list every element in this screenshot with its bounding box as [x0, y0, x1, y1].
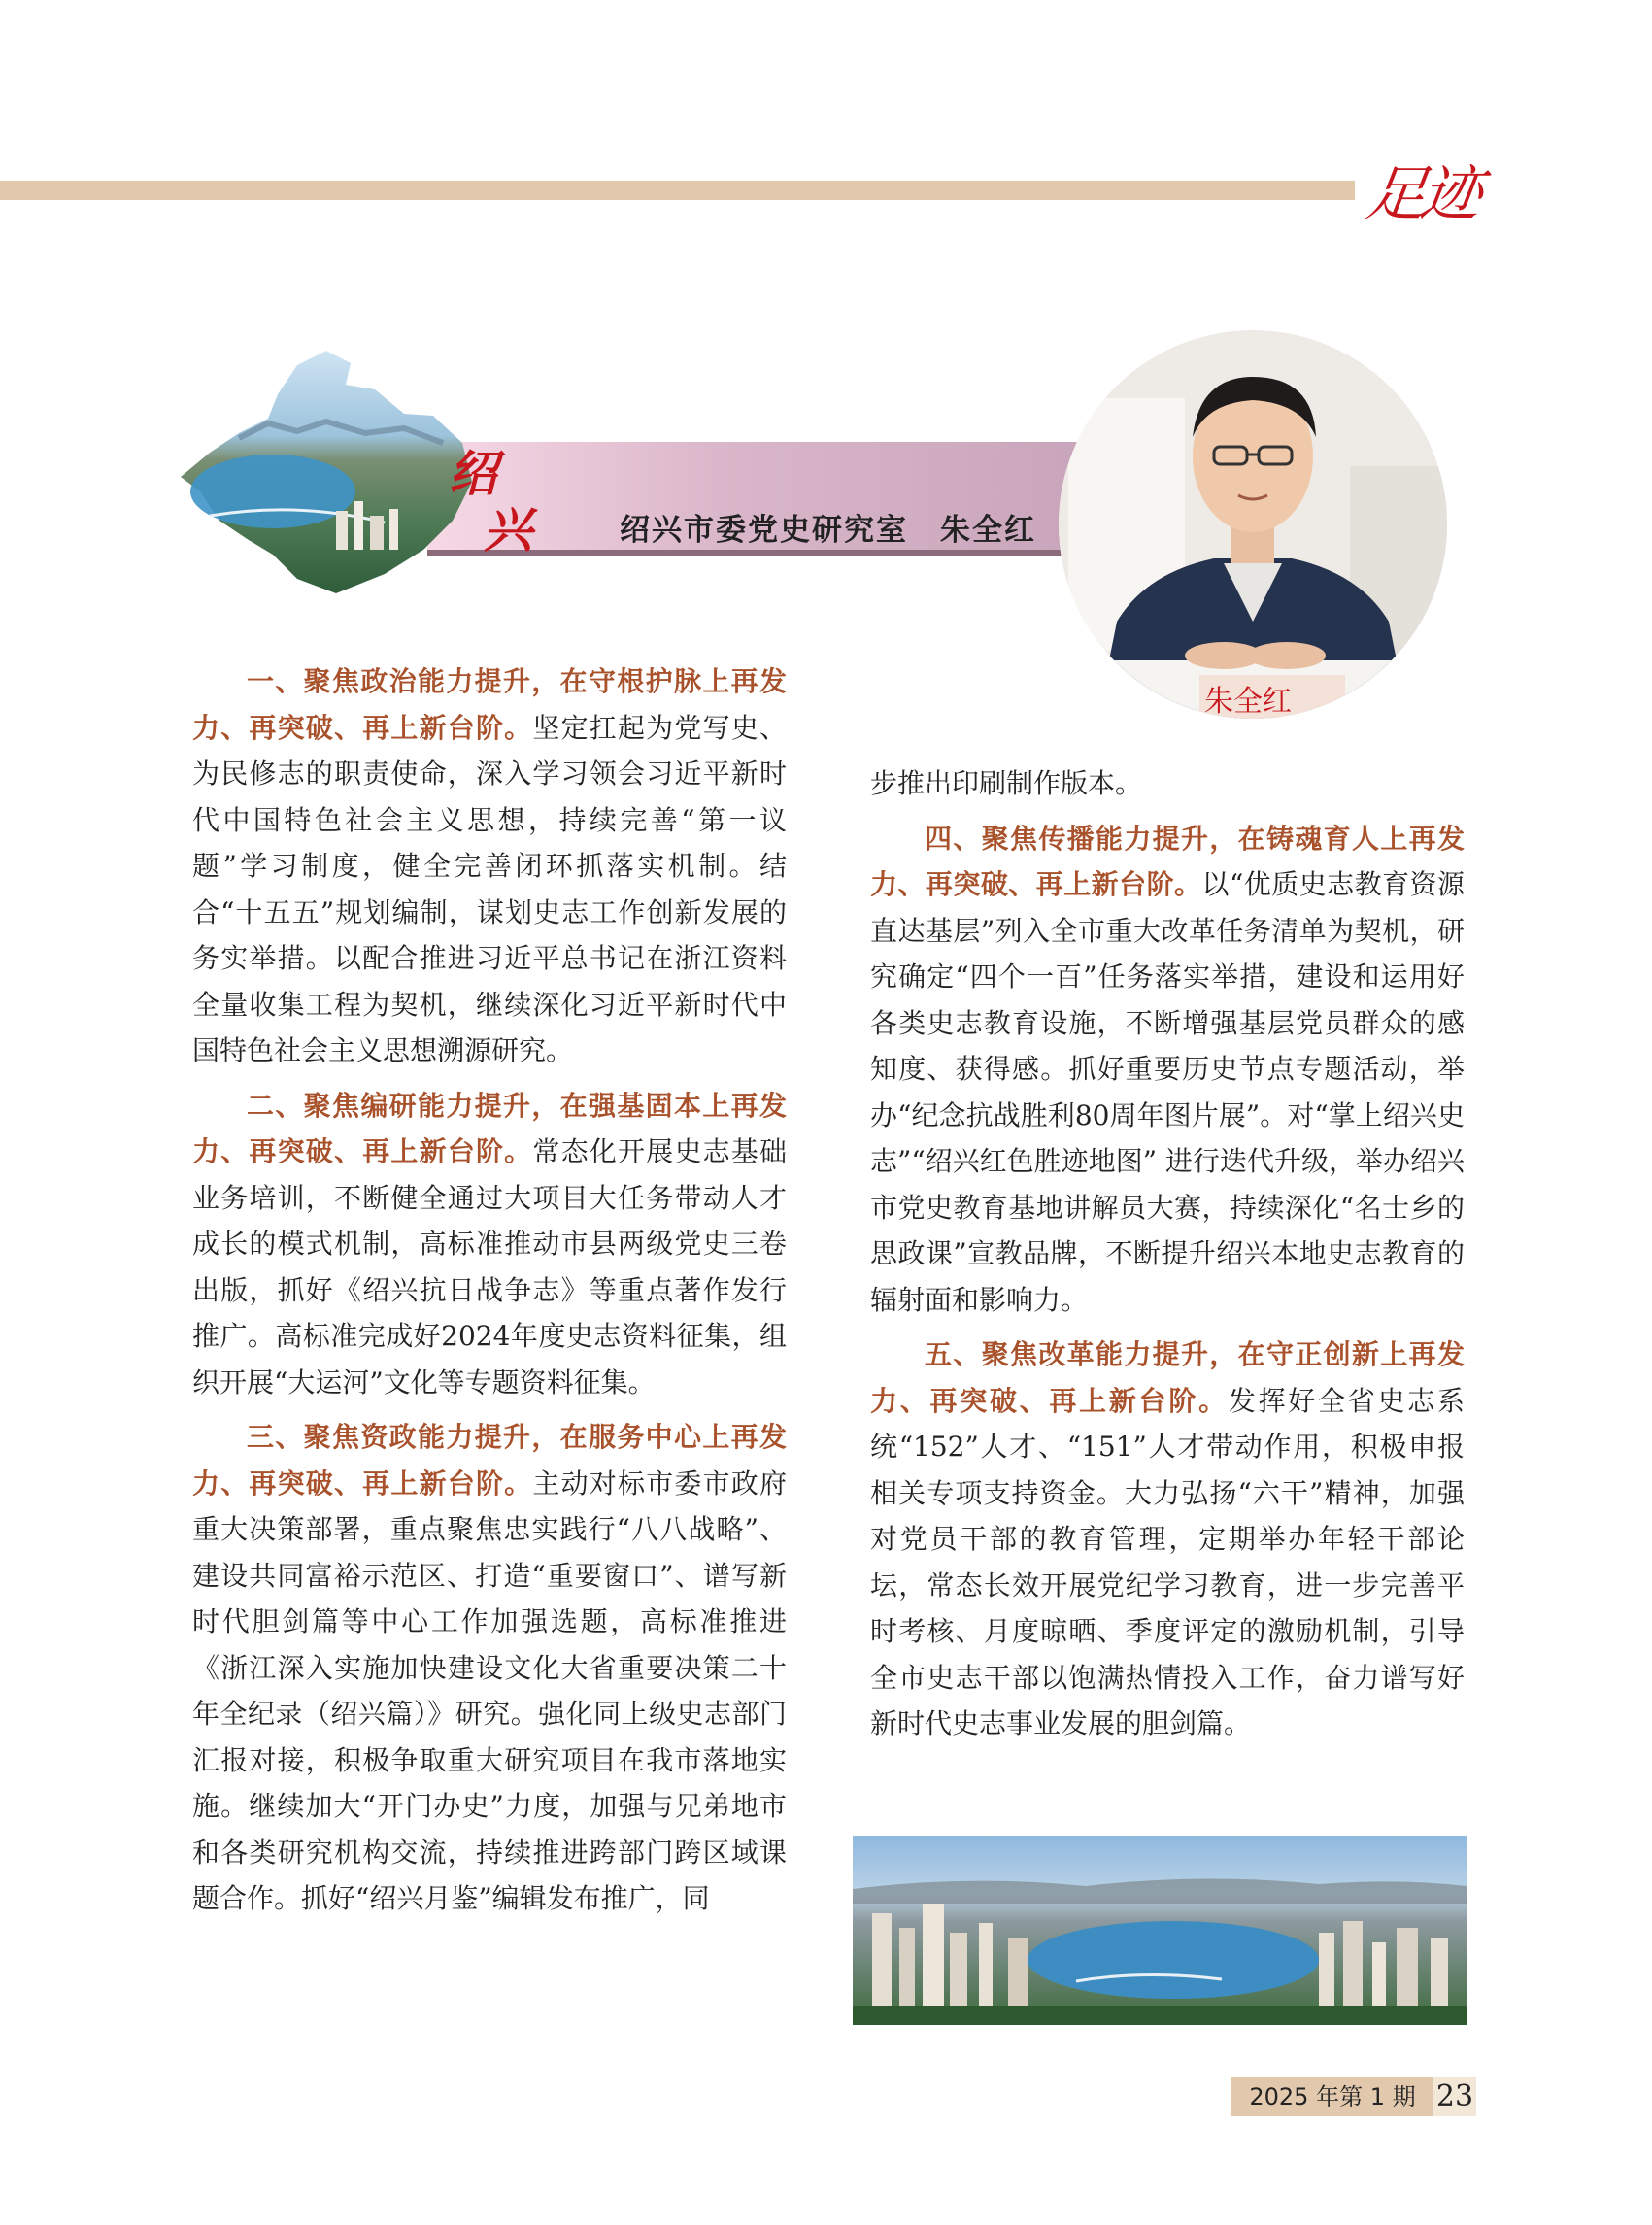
- author-portrait: [1059, 330, 1447, 719]
- city-lake-photo: [853, 1836, 1467, 2025]
- section-1-body: 坚定扛起为党写史、为民修志的职责使命，深入学习领会习近平新时代中国特色社会主义思想，持续完善“第一议题”学习制度，健全完善闭环抓落实机制。结合“十五五”规划编制，谋划史志工作创新发展的务实举措。以配合推进习近平总书记在浙江资料全量收集工程为契机，继续深化习近平新时代中国特色社会主义思想溯源研究。: [192, 711, 787, 1066]
- city-char-xing: 兴: [484, 501, 532, 558]
- portrait-illustration: [1059, 330, 1447, 719]
- section-1-paragraph: [192, 658, 787, 1074]
- section-3-paragraph: [192, 1414, 787, 1922]
- section-4-heading: 四、聚焦传播能力提升，在铸魂育人上再发力、再突破、再上新台阶。: [870, 822, 1465, 900]
- section-3-continued: 步推出印刷制作版本。: [870, 767, 1143, 799]
- article-right-column: [870, 760, 1465, 1747]
- section-3-body: 主动对标市委市政府重大决策部署，重点聚焦忠实践行“八八战略”、建设共同富裕示范区、打造“重要窗口”、谱写新时代胆剑篇等中心工作加强选题，高标准推进《浙江深入实施加快建设文化大省重要决策二十年全纪录（绍兴篇）》研究。强化同上级史志部门汇报对接，积极争取重大研究项目在我市落地实施。继续加大“开门办史”力度，加强与兄弟地市和各类研究机构交流，持续推进跨部门跨区域课题合作。抓好“绍兴月鉴”编辑发布推广，同: [192, 1466, 787, 1914]
- section-4-paragraph: [870, 816, 1465, 1324]
- section-5-heading: 五、聚焦改革能力提升，在守正创新上再发力、再突破、再上新台阶。: [870, 1338, 1465, 1417]
- section-2-paragraph: [192, 1083, 787, 1406]
- section-4-body: 以“优质史志教育资源直达基层”列入全市重大改革任务清单为契机，研究确定“四个一百”任务落实举措，建设和运用好各类史志教育设施，不断增强基层党员群众的感知度、获得感。抓好重要历史节点专题活动，举办“纪念抗战胜利80周年图片展”。对“掌上绍兴史志”“绍兴红色胜迹地图” 进行迭代升级，举办绍兴市党史教育基地讲解员大赛，持续深化“名士乡的思政课”宣教品牌，不断提升绍兴本地史志教育的辐射面和影响力。: [870, 868, 1465, 1316]
- section-5-body: 发挥好全省史志系统“152”人才、“151”人才带动作用，积极申报相关专项支持资金。大力弘扬“六干”精神，加强对党员干部的教育管理，定期举办年轻干部论坛，常态长效开展党纪学习教育，进一步完善平时考核、月度晾晒、季度评定的激励机制，引导全市史志干部以饱满热情投入工作，奋力谱写好新时代史志事业发展的胆剑篇。: [870, 1384, 1465, 1739]
- section-1-heading: 一、聚焦政治能力提升，在守根护脉上再发力、再突破、再上新台阶。: [192, 665, 787, 744]
- author-byline: 绍兴市委党史研究室 朱全红: [620, 513, 1036, 548]
- article-left-column: [192, 658, 787, 1922]
- section-2-body: 常态化开展史志基础业务培训，不断健全通过大项目大任务带动人才成长的模式机制，高标准推动市县两级党史三卷出版，抓好《绍兴抗日战争志》等重点著作发行推广。高标准完成好2024年度史志资料征集，组织开展“大运河”文化等专题资料征集。: [192, 1135, 787, 1399]
- city-char-shao: 绍: [449, 445, 497, 502]
- section-3-heading: 三、聚焦资政能力提升，在服务中心上再发力、再突破、再上新台阶。: [192, 1421, 787, 1500]
- nameplate-text: 朱全红: [1204, 685, 1292, 719]
- section-2-heading: 二、聚焦编研能力提升，在强基固本上再发力、再突破、再上新台阶。: [192, 1089, 787, 1167]
- magazine-logo: 足迹: [1362, 158, 1481, 229]
- header-bar: [0, 181, 1355, 200]
- section-5-paragraph: [870, 1332, 1465, 1747]
- issue-label: 2025 年第 1 期: [1231, 2077, 1433, 2116]
- page-number: 23: [1433, 2077, 1476, 2116]
